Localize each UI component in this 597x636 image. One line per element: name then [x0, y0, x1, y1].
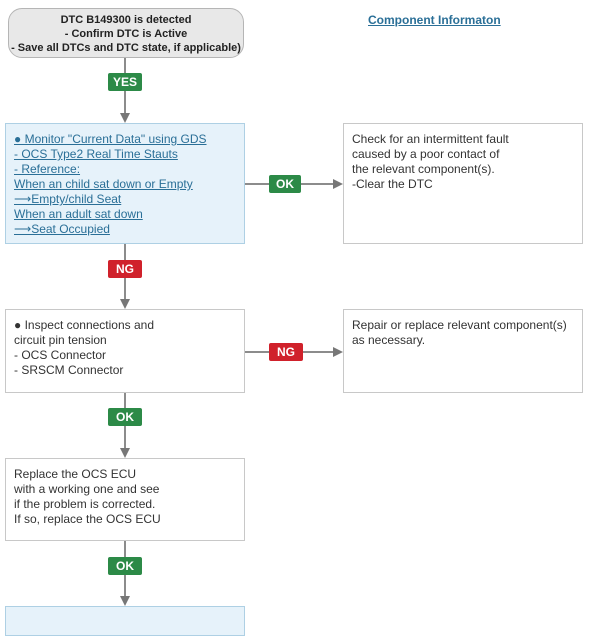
- step2-line-2: circuit pin tension: [14, 333, 107, 347]
- ng-result-line-1: Repair or replace relevant component(s): [352, 318, 567, 332]
- step3-line-1: Replace the OCS ECU: [14, 467, 137, 481]
- ok-badge-step1: OK: [269, 175, 301, 193]
- ok-result-line-2: caused by a poor contact of: [352, 147, 500, 161]
- ng-badge-step2: NG: [269, 343, 303, 361]
- ok-badge-step2: OK: [108, 408, 142, 426]
- start-line-3: - Save all DTCs and DTC state, if applicable): [11, 42, 241, 54]
- start-node: [8, 8, 244, 58]
- step1-line-adult[interactable]: When an adult sat down: [14, 207, 143, 221]
- step1-line-child-empty[interactable]: When an child sat down or Empty: [14, 177, 193, 191]
- step3-line-4: If so, replace the OCS ECU: [14, 512, 161, 526]
- step2-inspect-box: [5, 309, 245, 393]
- step1-line-monitor[interactable]: ● Monitor "Current Data" using GDS: [14, 132, 207, 146]
- ok-result-line-4: -Clear the DTC: [352, 177, 433, 191]
- ok-result-line-3: the relevant component(s).: [352, 162, 495, 176]
- next-step-box: [5, 606, 245, 636]
- step2-line-3: - OCS Connector: [14, 348, 107, 362]
- start-line-1: DTC B149300 is detected: [60, 14, 192, 26]
- yes-badge: YES: [108, 73, 142, 91]
- step3-replace-box: [5, 458, 245, 541]
- ng-result-line-2: as necessary.: [352, 333, 426, 347]
- start-line-2: - Confirm DTC is Active: [64, 28, 188, 40]
- step1-line-seat-occupied[interactable]: ⟶Seat Occupied: [14, 222, 110, 236]
- ng-badge-step1: NG: [108, 260, 142, 278]
- step3-line-2: with a working one and see: [14, 482, 160, 496]
- ok-result-line-1: Check for an intermittent fault: [352, 132, 509, 146]
- ok-result-box: [343, 123, 583, 244]
- step1-line-ocs-status[interactable]: - OCS Type2 Real Time Stauts: [14, 147, 178, 161]
- step1-monitor-box: [5, 123, 245, 244]
- component-information-link[interactable]: Component Informaton: [368, 13, 501, 27]
- step1-line-reference[interactable]: - Reference:: [14, 162, 81, 176]
- step2-line-1: ● Inspect connections and: [14, 318, 155, 332]
- ng-result-box: [343, 309, 583, 393]
- step3-line-3: if the problem is corrected.: [14, 497, 156, 511]
- ok-badge-step3: OK: [108, 557, 142, 575]
- step2-line-4: - SRSCM Connector: [14, 363, 124, 377]
- step1-line-empty-child-seat[interactable]: ⟶Empty/child Seat: [14, 192, 122, 206]
